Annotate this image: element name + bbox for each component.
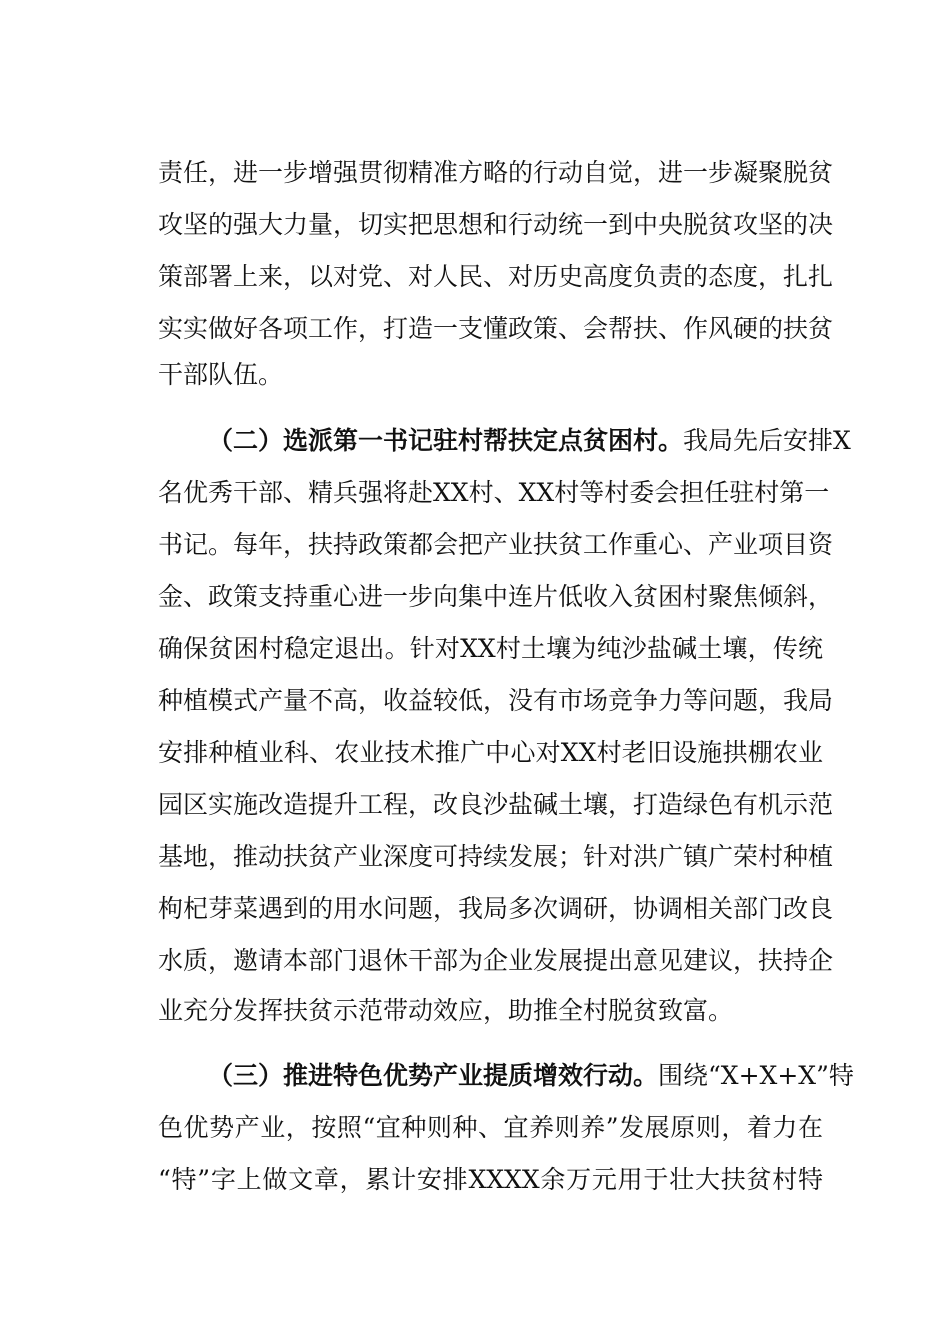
paragraph-3-line-1 (158, 1056, 854, 1096)
paragraph-1-line-3: 策部署上来，以对党、对人民、对历史高度负责的态度，扎扎 (158, 262, 834, 291)
paragraph-2-line-3: 书记。每年，扶持政策都会把产业扶贫工作重心、产业项目资 (158, 530, 834, 559)
paragraph-1-line-2: 攻坚的强大力量，切实把思想和行动统一到中央脱贫攻坚的决 (158, 210, 834, 239)
paragraph-2-line-2: 名优秀干部、精兵强将赴XX村、XX村等村委会担任驻村第一 (158, 478, 830, 507)
paragraph-2-first-line-rest: 我局先后安排X (683, 426, 851, 455)
paragraph-2-line-5: 确保贫困村稳定退出。针对XX村土壤为纯沙盐碱土壤，传统 (158, 634, 823, 663)
paragraph-3-heading: （三）推进特色优势产业提质增效行动。 (208, 1061, 659, 1090)
paragraph-2-line-12: 业充分发挥扶贫示范带动效应，助推全村脱贫致富。 (158, 996, 734, 1025)
paragraph-2-line-6: 种植模式产量不高，收益较低，没有市场竞争力等问题，我局 (158, 686, 834, 715)
paragraph-2-line-10: 枸杞芽菜遇到的用水问题，我局多次调研，协调相关部门改良 (158, 894, 834, 923)
paragraph-2-line-8: 园区实施改造提升工程，改良沙盐碱土壤，打造绿色有机示范 (158, 790, 834, 819)
paragraph-2-line-1 (158, 421, 851, 461)
paragraph-3-line-2: 色优势产业，按照“宜种则种、宜养则养”发展原则，着力在 (158, 1113, 823, 1142)
paragraph-3-first-line-rest: 围绕“X+X+X”特 (658, 1061, 854, 1090)
paragraph-3-line-3: “特”字上做文章，累计安排XXXX余万元用于壮大扶贫村特 (158, 1165, 823, 1194)
paragraph-1-line-1: 责任，进一步增强贯彻精准方略的行动自觉，进一步凝聚脱贫 (158, 158, 834, 187)
paragraph-2-line-4: 金、政策支持重心进一步向集中连片低收入贫困村聚焦倾斜， (158, 582, 834, 611)
paragraph-2-line-11: 水质，邀请本部门退休干部为企业发展提出意见建议，扶持企 (158, 946, 834, 975)
paragraph-2-line-9: 基地，推动扶贫产业深度可持续发展；针对洪广镇广荣村种植 (158, 842, 834, 871)
paragraph-1-line-5: 干部队伍。 (158, 360, 284, 389)
paragraph-2-heading: （二）选派第一书记驻村帮扶定点贫困村。 (208, 426, 684, 455)
paragraph-2-line-7: 安排种植业科、农业技术推广中心对XX村老旧设施拱棚农业 (158, 738, 823, 767)
paragraph-1-line-4: 实实做好各项工作，打造一支懂政策、会帮扶、作风硬的扶贫 (158, 314, 834, 343)
